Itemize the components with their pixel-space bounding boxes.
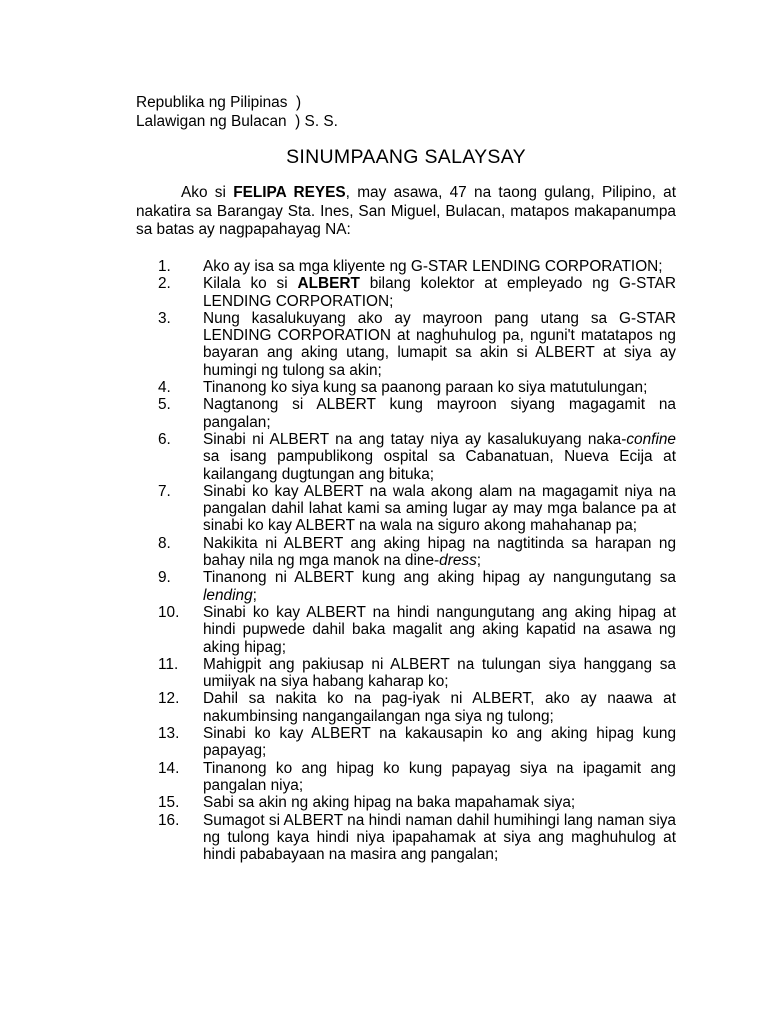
statement-number: 8. bbox=[158, 534, 171, 552]
intro-text-rest: , may asawa, 47 na taong gulang, Pilipino, at nakatira sa Barangay Sta. Ines, San Miguel, Bulacan, matapos makapanumpa sa batas ay nagpapahayag NA: bbox=[136, 184, 676, 238]
statement-text bbox=[203, 379, 647, 396]
statement-number: 3. bbox=[158, 309, 171, 327]
emphasis-bold: ALBERT bbox=[297, 275, 360, 293]
affiant-name: FELIPA REYES bbox=[233, 184, 346, 201]
statement-text bbox=[203, 656, 676, 690]
text-segment: Sinabi ko kay ALBERT na hindi nangungutang ang aking hipag at hindi pupwede dahil baka magalit ang aking kapatid na asawa ng aking hipag; bbox=[203, 603, 676, 656]
statement-item bbox=[136, 258, 676, 275]
text-segment: Sinabi ko kay ALBERT na kakausapin ko ang aking hipag kung papayag; bbox=[203, 725, 676, 760]
text-segment: Ako ay isa sa mga kliyente ng G-STAR LENDING CORPORATION; bbox=[203, 258, 663, 275]
statement-number: 2. bbox=[158, 275, 171, 293]
statement-text bbox=[203, 725, 676, 759]
text-segment: ; bbox=[476, 552, 482, 570]
text-segment: Tinanong ko ang hipag ko kung papayag siya na ipagamit ang pangalan niya; bbox=[203, 759, 676, 794]
text-segment: Sinabi ko kay ALBERT na wala akong alam na magagamit niya na pangalan dahil lahat kami sa aming lugar ay may mga balance pa at sinabi ko kay ALBERT na wala na siguro akong mahahanap pa; bbox=[203, 482, 676, 535]
statement-number: 15. bbox=[158, 794, 180, 812]
text-segment: sa isang pampublikong ospital sa Cabanatuan, Nueva Ecija at kailangang dugtungan ang bituka; bbox=[203, 448, 676, 483]
statement-item bbox=[136, 396, 676, 431]
statement-text bbox=[203, 310, 676, 379]
statement-text bbox=[203, 794, 575, 811]
statement-text bbox=[203, 483, 676, 535]
text-segment: Nung kasalukuyang ako ay mayroon pang utang sa G-STAR LENDING CORPORATION at naghuhulog pa, nguni't matatapos ng bayaran ang aking utang, lumapit sa akin si ALBERT at siya ay humingi ng tulong sa akin; bbox=[203, 309, 676, 379]
statement-number: 7. bbox=[158, 482, 171, 500]
statement-item bbox=[136, 690, 676, 725]
statement-text bbox=[203, 604, 676, 656]
statement-item bbox=[136, 310, 676, 379]
text-segment: Nagtanong si ALBERT kung mayroon siyang magagamit na pangalan; bbox=[203, 396, 676, 431]
text-segment: Tinanong ni ALBERT kung ang aking hipag ay nangungutang sa bbox=[203, 569, 676, 587]
statement-number: 9. bbox=[158, 569, 171, 587]
statement-text bbox=[203, 690, 676, 724]
statement-text bbox=[203, 258, 663, 275]
statement-item bbox=[136, 569, 676, 604]
text-segment: Mahigpit ang pakiusap ni ALBERT na tulungan siya hanggang sa umiiyak na siya habang kaharap ko; bbox=[203, 655, 676, 691]
statement-item bbox=[136, 483, 676, 535]
intro-paragraph bbox=[136, 184, 676, 240]
text-segment: Tinanong ko siya kung sa paanong paraan ko siya matutulungan; bbox=[203, 379, 648, 397]
emphasis-italic: confine bbox=[626, 430, 676, 448]
statement-number: 6. bbox=[158, 430, 171, 448]
statement-item bbox=[136, 725, 676, 760]
text-segment: Sinabi ni ALBERT na ang tatay niya ay kasalukuyang naka- bbox=[203, 430, 627, 448]
statement-item bbox=[136, 794, 676, 811]
statement-number: 10. bbox=[158, 603, 180, 621]
venue-republic-line: Republika ng Pilipinas ) bbox=[136, 94, 302, 111]
statement-text bbox=[203, 431, 676, 483]
statement-text bbox=[203, 569, 676, 603]
statement-number: 11. bbox=[158, 655, 179, 673]
text-segment: bilang kolektor at empleyado ng G-STAR LENDING CORPORATION; bbox=[203, 275, 677, 310]
statement-list bbox=[136, 258, 676, 863]
text-segment: Sumagot si ALBERT na hindi naman dahil humihingi lang naman siya ng tulong kaya hindi niya ipapahamak at siya ang maghuhulog at hindi pababayaan na masira ang pangalan; bbox=[203, 811, 676, 864]
statement-text bbox=[203, 396, 676, 430]
emphasis-italic: lending bbox=[203, 586, 253, 604]
statement-text bbox=[203, 275, 676, 309]
statement-number: 16. bbox=[158, 811, 180, 829]
statement-item bbox=[136, 812, 676, 864]
statement-item bbox=[136, 275, 676, 310]
statement-text bbox=[203, 760, 676, 794]
statement-item bbox=[136, 656, 676, 691]
text-segment: Kilala ko si bbox=[203, 275, 298, 293]
emphasis-italic: dress bbox=[439, 552, 477, 570]
statement-number: 14. bbox=[158, 759, 180, 777]
statement-number: 13. bbox=[158, 725, 180, 743]
statement-item bbox=[136, 379, 676, 396]
venue-header bbox=[136, 93, 338, 131]
statement-number: 1. bbox=[158, 258, 171, 275]
statement-item bbox=[136, 760, 676, 795]
text-segment: Nakikita ni ALBERT ang aking hipag na nagtitinda sa harapan ng bahay nila ng mga manok na dine- bbox=[203, 534, 676, 570]
text-segment: Dahil sa nakita ko na pag-iyak ni ALBERT, ako ay naawa at nakumbinsing nangangailangan nga siya ng tulong; bbox=[203, 690, 676, 725]
document-title: SINUMPAANG SALAYSAY bbox=[286, 146, 526, 168]
statement-number: 4. bbox=[158, 379, 171, 397]
statement-text bbox=[203, 535, 676, 569]
statement-number: 12. bbox=[158, 690, 180, 708]
statement-item bbox=[136, 431, 676, 483]
statement-item bbox=[136, 604, 676, 656]
statement-item bbox=[136, 535, 676, 570]
text-segment: ; bbox=[252, 586, 257, 604]
statement-text bbox=[203, 812, 676, 864]
statement-number: 5. bbox=[158, 396, 171, 414]
venue-province-line: Lalawigan ng Bulacan ) S. S. bbox=[136, 113, 338, 130]
text-segment: Sabi sa akin ng aking hipag na baka mapahamak siya; bbox=[203, 794, 576, 812]
intro-text-start: Ako si bbox=[181, 184, 234, 201]
